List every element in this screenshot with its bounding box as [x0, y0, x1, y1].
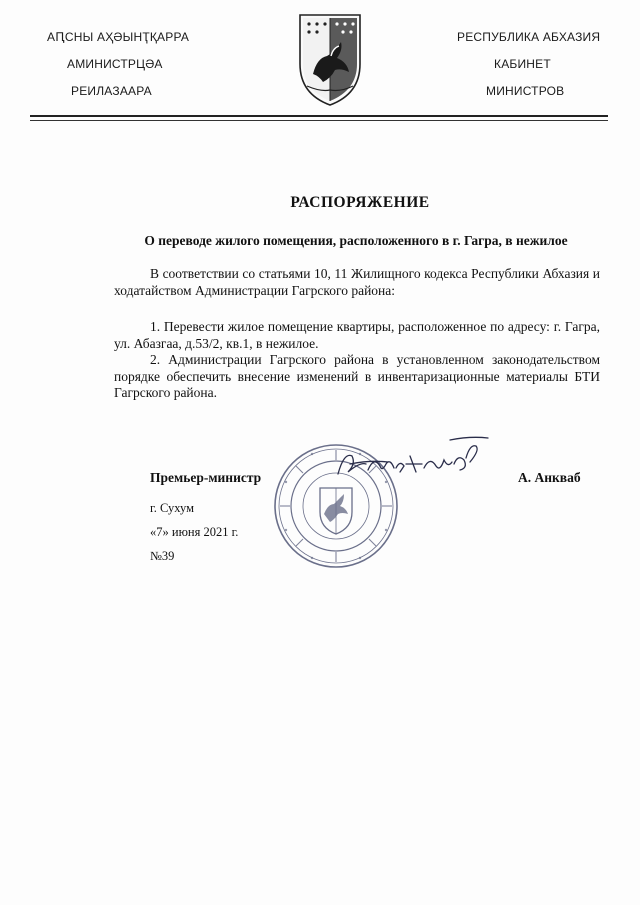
header-left-line-3: РЕИЛАЗААРА	[71, 84, 152, 98]
signatory-name: А. Анкваб	[518, 470, 581, 485]
document-title: РАСПОРЯЖЕНИЕ	[290, 194, 430, 211]
signatory-position: Премьер-министр	[150, 470, 262, 485]
document-number: №39	[150, 549, 175, 563]
clause-2	[114, 352, 600, 402]
issue-date: «7» июня 2021 г.	[150, 525, 239, 539]
header-right-line-3: МИНИСТРОВ	[486, 84, 565, 98]
issue-city: г. Сухум	[150, 501, 195, 515]
document-subtitle: О переводе жилого помещения, расположенного в г. Гагра, в нежилое	[144, 233, 568, 248]
state-emblem-icon	[297, 12, 363, 108]
header-divider-thick	[30, 115, 608, 117]
header-left-line-1: АԤСНЫ АҲӘЫНҬҚАРРА	[47, 30, 190, 44]
clause-1-text: 1. Перевести жилое помещение квартиры, расположенное по адресу: г. Гагра, ул. Абазгаа, д.53/2, кв.1, в нежилое.	[114, 319, 600, 351]
header-right-line-1: РЕСПУБЛИКА АБХАЗИЯ	[457, 30, 601, 44]
clause-2-text: 2. Администрации Гагрского района в установленном законодательством порядке обеспечить внесение изменений в инвентаризационные материалы БТИ Гагрского района.	[114, 352, 600, 400]
clause-1	[114, 319, 600, 352]
header-left-line-2: АМИНИСТРЦӘА	[67, 57, 163, 71]
handwritten-signature-icon	[330, 434, 490, 486]
header-right-line-2: КАБИНЕТ	[494, 57, 551, 71]
header-divider-thin	[30, 120, 608, 121]
preamble-paragraph	[114, 266, 600, 299]
preamble-text: В соответствии со статьями 10, 11 Жилищного кодекса Республики Абхазия и ходатайством Администрации Гагрского района:	[114, 266, 600, 298]
